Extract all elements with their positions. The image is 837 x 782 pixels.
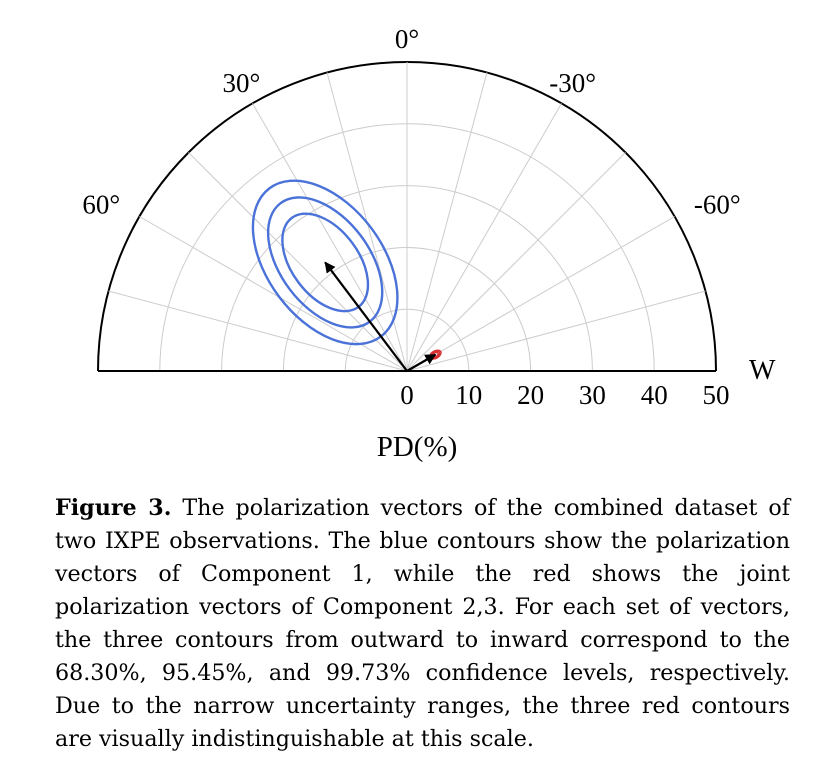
- grid-spoke: [407, 153, 625, 371]
- angle-tick-label: 30°: [222, 68, 261, 99]
- radial-tick-label: 20: [517, 380, 545, 410]
- radial-tick-label: 30: [578, 380, 606, 410]
- radial-tick-label: 10: [455, 380, 483, 410]
- grid-spoke: [407, 291, 705, 371]
- caption-text: The polarization vectors of the combined dataset of two IXPE observations. The blue contours show the polarization vectors of Component 1, while the red shows the joint polarization vectors of Component 2,3. For each set of vectors, the three contours from outward to inward correspond to the 68.30%, 95.45%, and 99.73% confidence levels, respectively. Due to the narrow uncertainty ranges, the three red contours are visually indistinguishable at this scale.: [55, 495, 790, 752]
- angle-tick-label: -60°: [693, 189, 741, 220]
- radial-tick-label: 40: [640, 380, 668, 410]
- direction-label: W: [749, 355, 776, 386]
- figure-caption: [55, 492, 790, 756]
- angle-tick-label: -30°: [549, 68, 597, 99]
- grid-spoke: [253, 103, 408, 371]
- radial-axis-title: PD(%): [376, 431, 458, 463]
- angle-tick-label: 60°: [82, 189, 121, 220]
- caption-label: Figure 3.: [55, 495, 172, 521]
- confidence-contour: [265, 198, 385, 327]
- radial-tick-label: 50: [702, 380, 730, 410]
- grid-spoke: [407, 73, 487, 371]
- grid-spoke: [407, 217, 675, 372]
- grid: [98, 62, 716, 371]
- angle-tick-label: 0°: [394, 23, 420, 54]
- radial-tick-label: 0: [400, 380, 414, 410]
- grid-spoke: [189, 153, 407, 371]
- grid-spoke: [407, 103, 562, 371]
